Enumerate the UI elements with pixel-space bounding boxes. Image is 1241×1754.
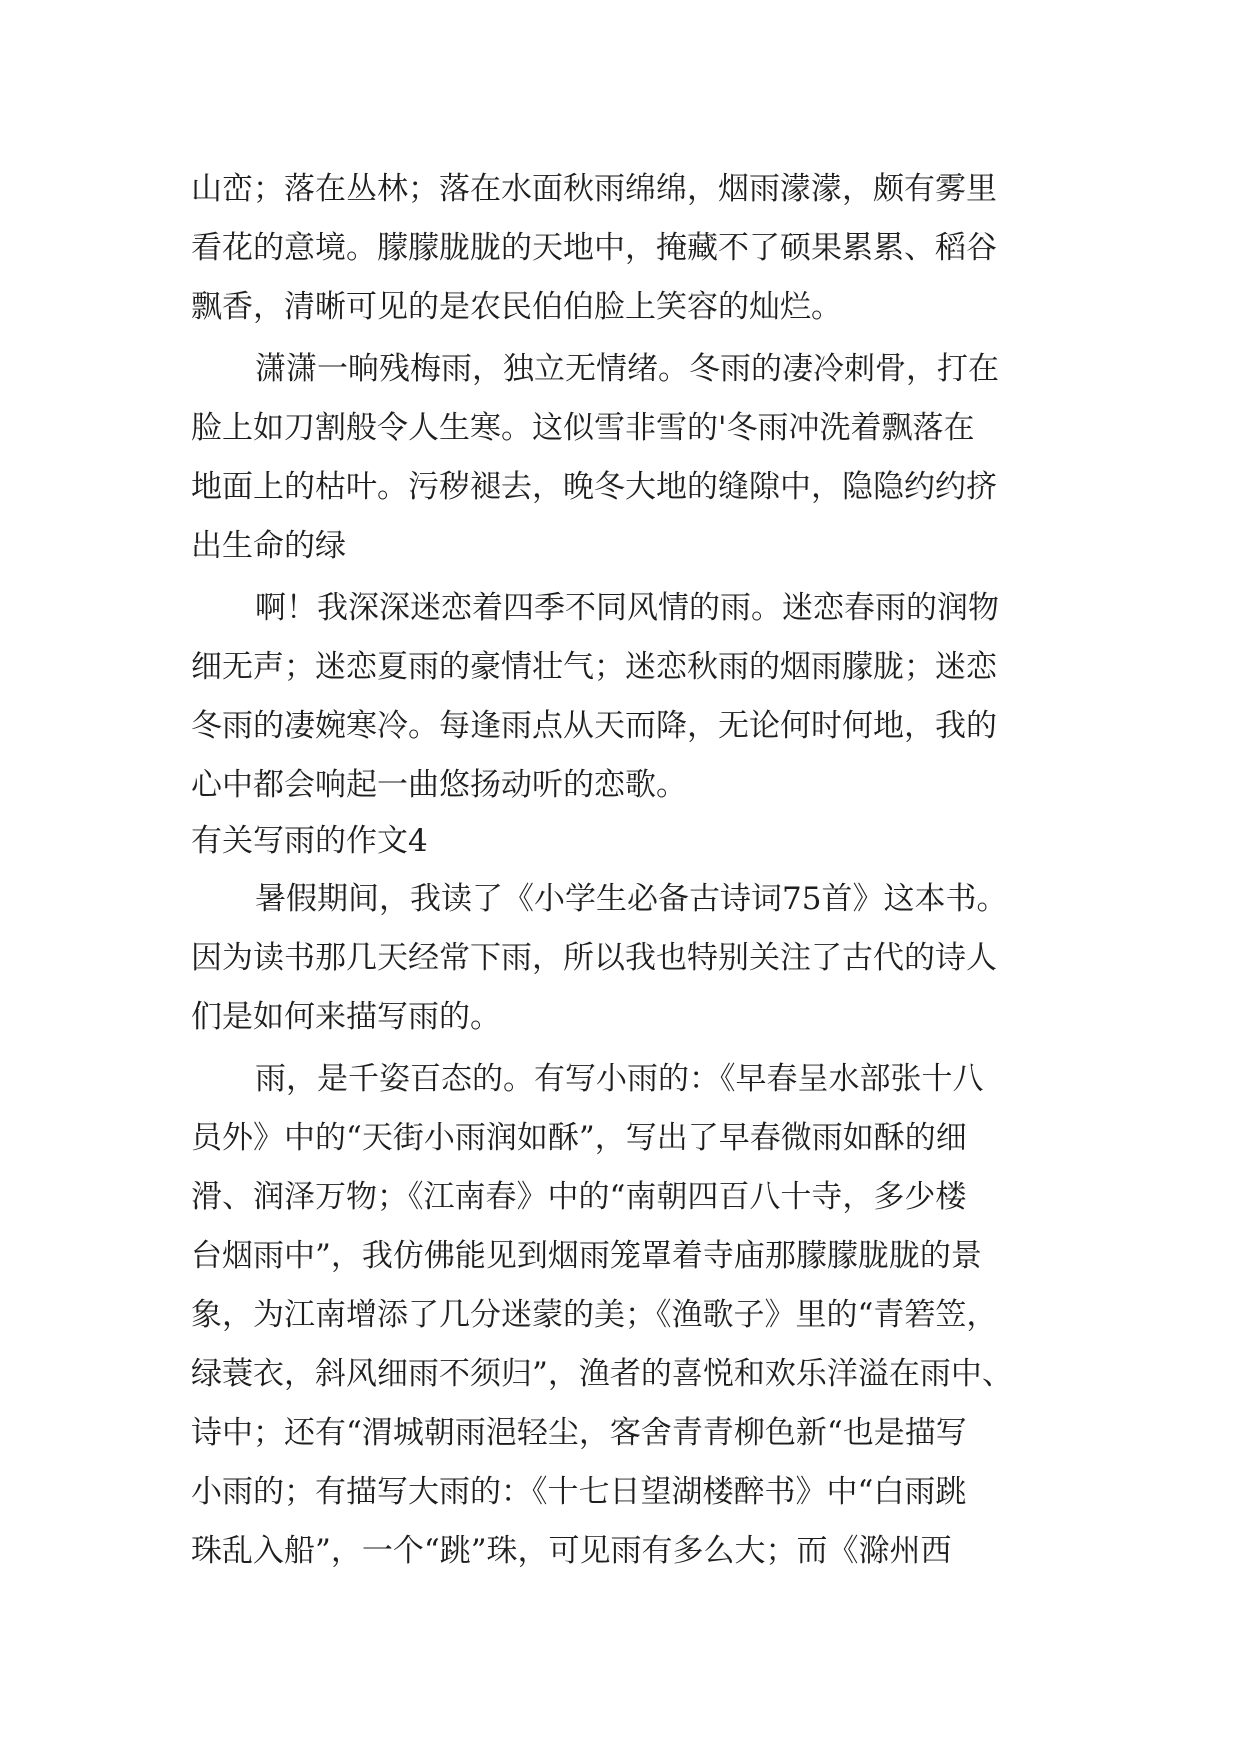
paragraph <box>191 870 1051 1047</box>
section-heading <box>191 815 1051 867</box>
text-line: 脸上如刀割般令人生寒。这似雪非雪的'冬雨冲洗着飘落在 <box>191 410 975 446</box>
text-line: 因为读书那几天经常下雨，所以我也特别关注了古代的诗人 <box>191 940 997 976</box>
text-line: 地面上的枯叶。污秽褪去，晚冬大地的缝隙中，隐隐约约挤 <box>191 469 997 505</box>
text-line: 员外》中的“天街小雨润如酥”，写出了早春微雨如酥的细 <box>191 1120 967 1156</box>
text-line: 珠乱入船”，一个“跳”珠，可见雨有多么大；而《滁州西 <box>191 1533 952 1569</box>
text-line: 细无声；迷恋夏雨的豪情壮气；迷恋秋雨的烟雨朦胧；迷恋 <box>191 649 997 685</box>
text-line: 暑假期间，我读了《小学生必备古诗词75首》这本书。 <box>255 881 1008 917</box>
text-line: 雨，是千姿百态的。有写小雨的：《早春呈水部张十八 <box>255 1061 984 1097</box>
text-line: 啊！我深深迷恋着四季不同风情的雨。迷恋春雨的润物 <box>255 590 999 626</box>
text-line: 冬雨的凄婉寒冷。每逢雨点从天而降，无论何时何地，我的 <box>191 708 997 744</box>
text-line: 们是如何来描写雨的。 <box>191 999 501 1035</box>
text-line: 象，为江南增添了几分迷蒙的美；《渔歌子》里的“青箬笠， <box>191 1297 998 1333</box>
text-line: 潇潇一晌残梅雨，独立无情绪。冬雨的凄冷刺骨，打在 <box>255 351 999 387</box>
paragraph <box>191 579 1051 815</box>
paragraph <box>191 1050 1051 1581</box>
paragraph <box>191 160 1051 337</box>
heading-text: 有关写雨的作文4 <box>191 823 428 859</box>
paragraph <box>191 340 1051 576</box>
text-line: 绿蓑衣，斜风细雨不须归”，渔者的喜悦和欢乐洋溢在雨中、 <box>191 1356 1013 1392</box>
text-line: 台烟雨中”，我仿佛能见到烟雨笼罩着寺庙那朦朦胧胧的景 <box>191 1238 982 1274</box>
text-line: 滑、润泽万物；《江南春》中的“南朝四百八十寺，多少楼 <box>191 1179 967 1215</box>
text-line: 心中都会响起一曲悠扬动听的恋歌。 <box>191 767 687 803</box>
text-line: 诗中；还有“渭城朝雨浥轻尘，客舍青青柳色新“也是描写 <box>191 1415 967 1451</box>
text-line: 看花的意境。朦朦胧胧的天地中，掩藏不了硕果累累、稻谷 <box>191 230 997 266</box>
text-line: 小雨的；有描写大雨的：《十七日望湖楼醉书》中“白雨跳 <box>191 1474 967 1510</box>
document-body <box>191 160 1051 1581</box>
text-line: 飘香，清晰可见的是农民伯伯脸上笑容的灿烂。 <box>191 289 842 325</box>
text-line: 出生命的绿 <box>191 528 346 564</box>
text-line: 山峦；落在丛林；落在水面秋雨绵绵，烟雨濛濛，颇有雾里 <box>191 171 997 207</box>
